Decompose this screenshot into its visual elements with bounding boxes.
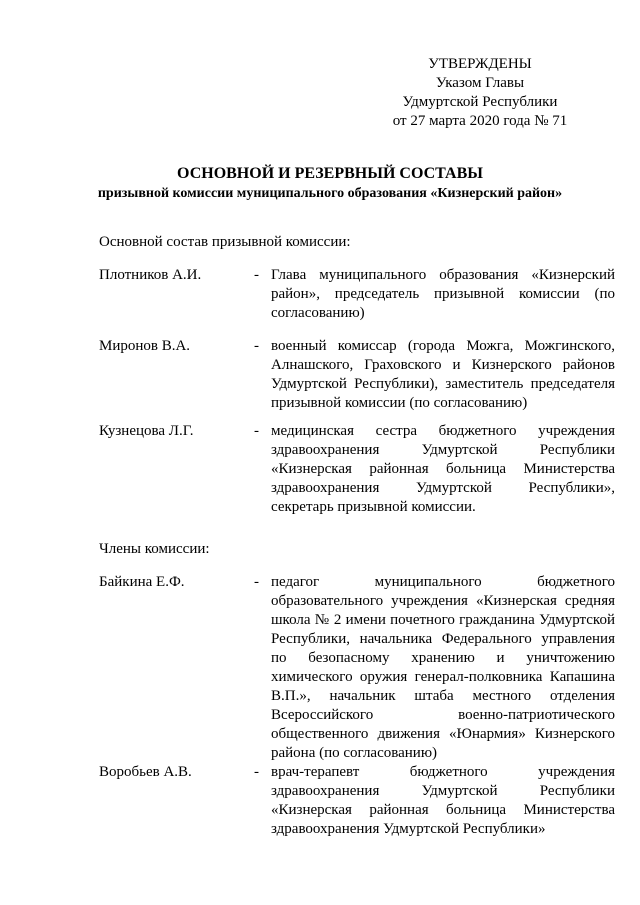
commission-entry xyxy=(99,422,615,515)
approval-republic: Удмуртской Республики xyxy=(402,94,558,110)
commission-entry xyxy=(99,337,615,411)
entry-dash: - xyxy=(254,267,259,283)
document-title xyxy=(80,164,580,203)
entry-description: военный комиссар (города Можга, Можгинского, Алнашского, Граховского и Кизнерского районов Удмуртской Республики), заместитель председателя призывной комиссии (по согласованию) xyxy=(271,338,615,411)
approval-date: от 27 марта 2020 года № 71 xyxy=(392,113,568,129)
approval-stamp xyxy=(380,55,580,131)
entry-name: Кузнецова Л.Г. xyxy=(99,423,194,439)
entry-description: Глава муниципального образования «Кизнерский район», председатель призывной комиссии (по согласованию) xyxy=(271,267,615,321)
entry-dash: - xyxy=(254,574,259,590)
document-title-main: ОСНОВНОЙ И РЕЗЕРВНЫЙ СОСТАВЫ xyxy=(177,165,483,182)
commission-entry xyxy=(99,763,615,837)
entry-name: Байкина Е.Ф. xyxy=(99,574,185,590)
entry-name: Миронов В.А. xyxy=(99,338,191,354)
commission-entry xyxy=(99,266,615,321)
entry-dash: - xyxy=(254,764,259,780)
entry-dash: - xyxy=(254,338,259,354)
document-title-sub: призывной комиссии муниципального образования «Кизнерский район» xyxy=(97,186,563,201)
approval-decree: Указом Главы xyxy=(435,75,525,91)
members-section-heading: Члены комиссии: xyxy=(99,541,210,557)
entry-description: врач-терапевт бюджетного учреждения здравоохранения Удмуртской Республики «Кизнерская районная больница Министерства здравоохранения Удмуртской Республики» xyxy=(271,764,615,837)
entry-description: медицинская сестра бюджетного учреждения здравоохранения Удмуртской Республики «Кизнерская районная больница Министерства здравоохранения Удмуртской Республики», секретарь призывной комиссии. xyxy=(271,423,615,515)
entry-dash: - xyxy=(254,423,259,439)
main-section-heading: Основной состав призывной комиссии: xyxy=(99,234,351,250)
entry-name: Плотников А.И. xyxy=(99,267,202,283)
entry-description: педагог муниципального бюджетного образовательного учреждения «Кизнерская средняя школа № 2 имени почетного гражданина Удмуртской Республики, начальника Федерального управления по безопасному хранению и уничтожению химического оружия генерал-полковника Капашина В.П.», начальник штаба местного отделения Всероссийского военно-патриотического общественного движения «Юнармия» Кизнерского района (по согласованию) xyxy=(271,574,615,761)
commission-entry xyxy=(99,573,615,761)
approval-title: УТВЕРЖДЕНЫ xyxy=(428,56,532,72)
entry-name: Воробьев А.В. xyxy=(99,764,192,780)
